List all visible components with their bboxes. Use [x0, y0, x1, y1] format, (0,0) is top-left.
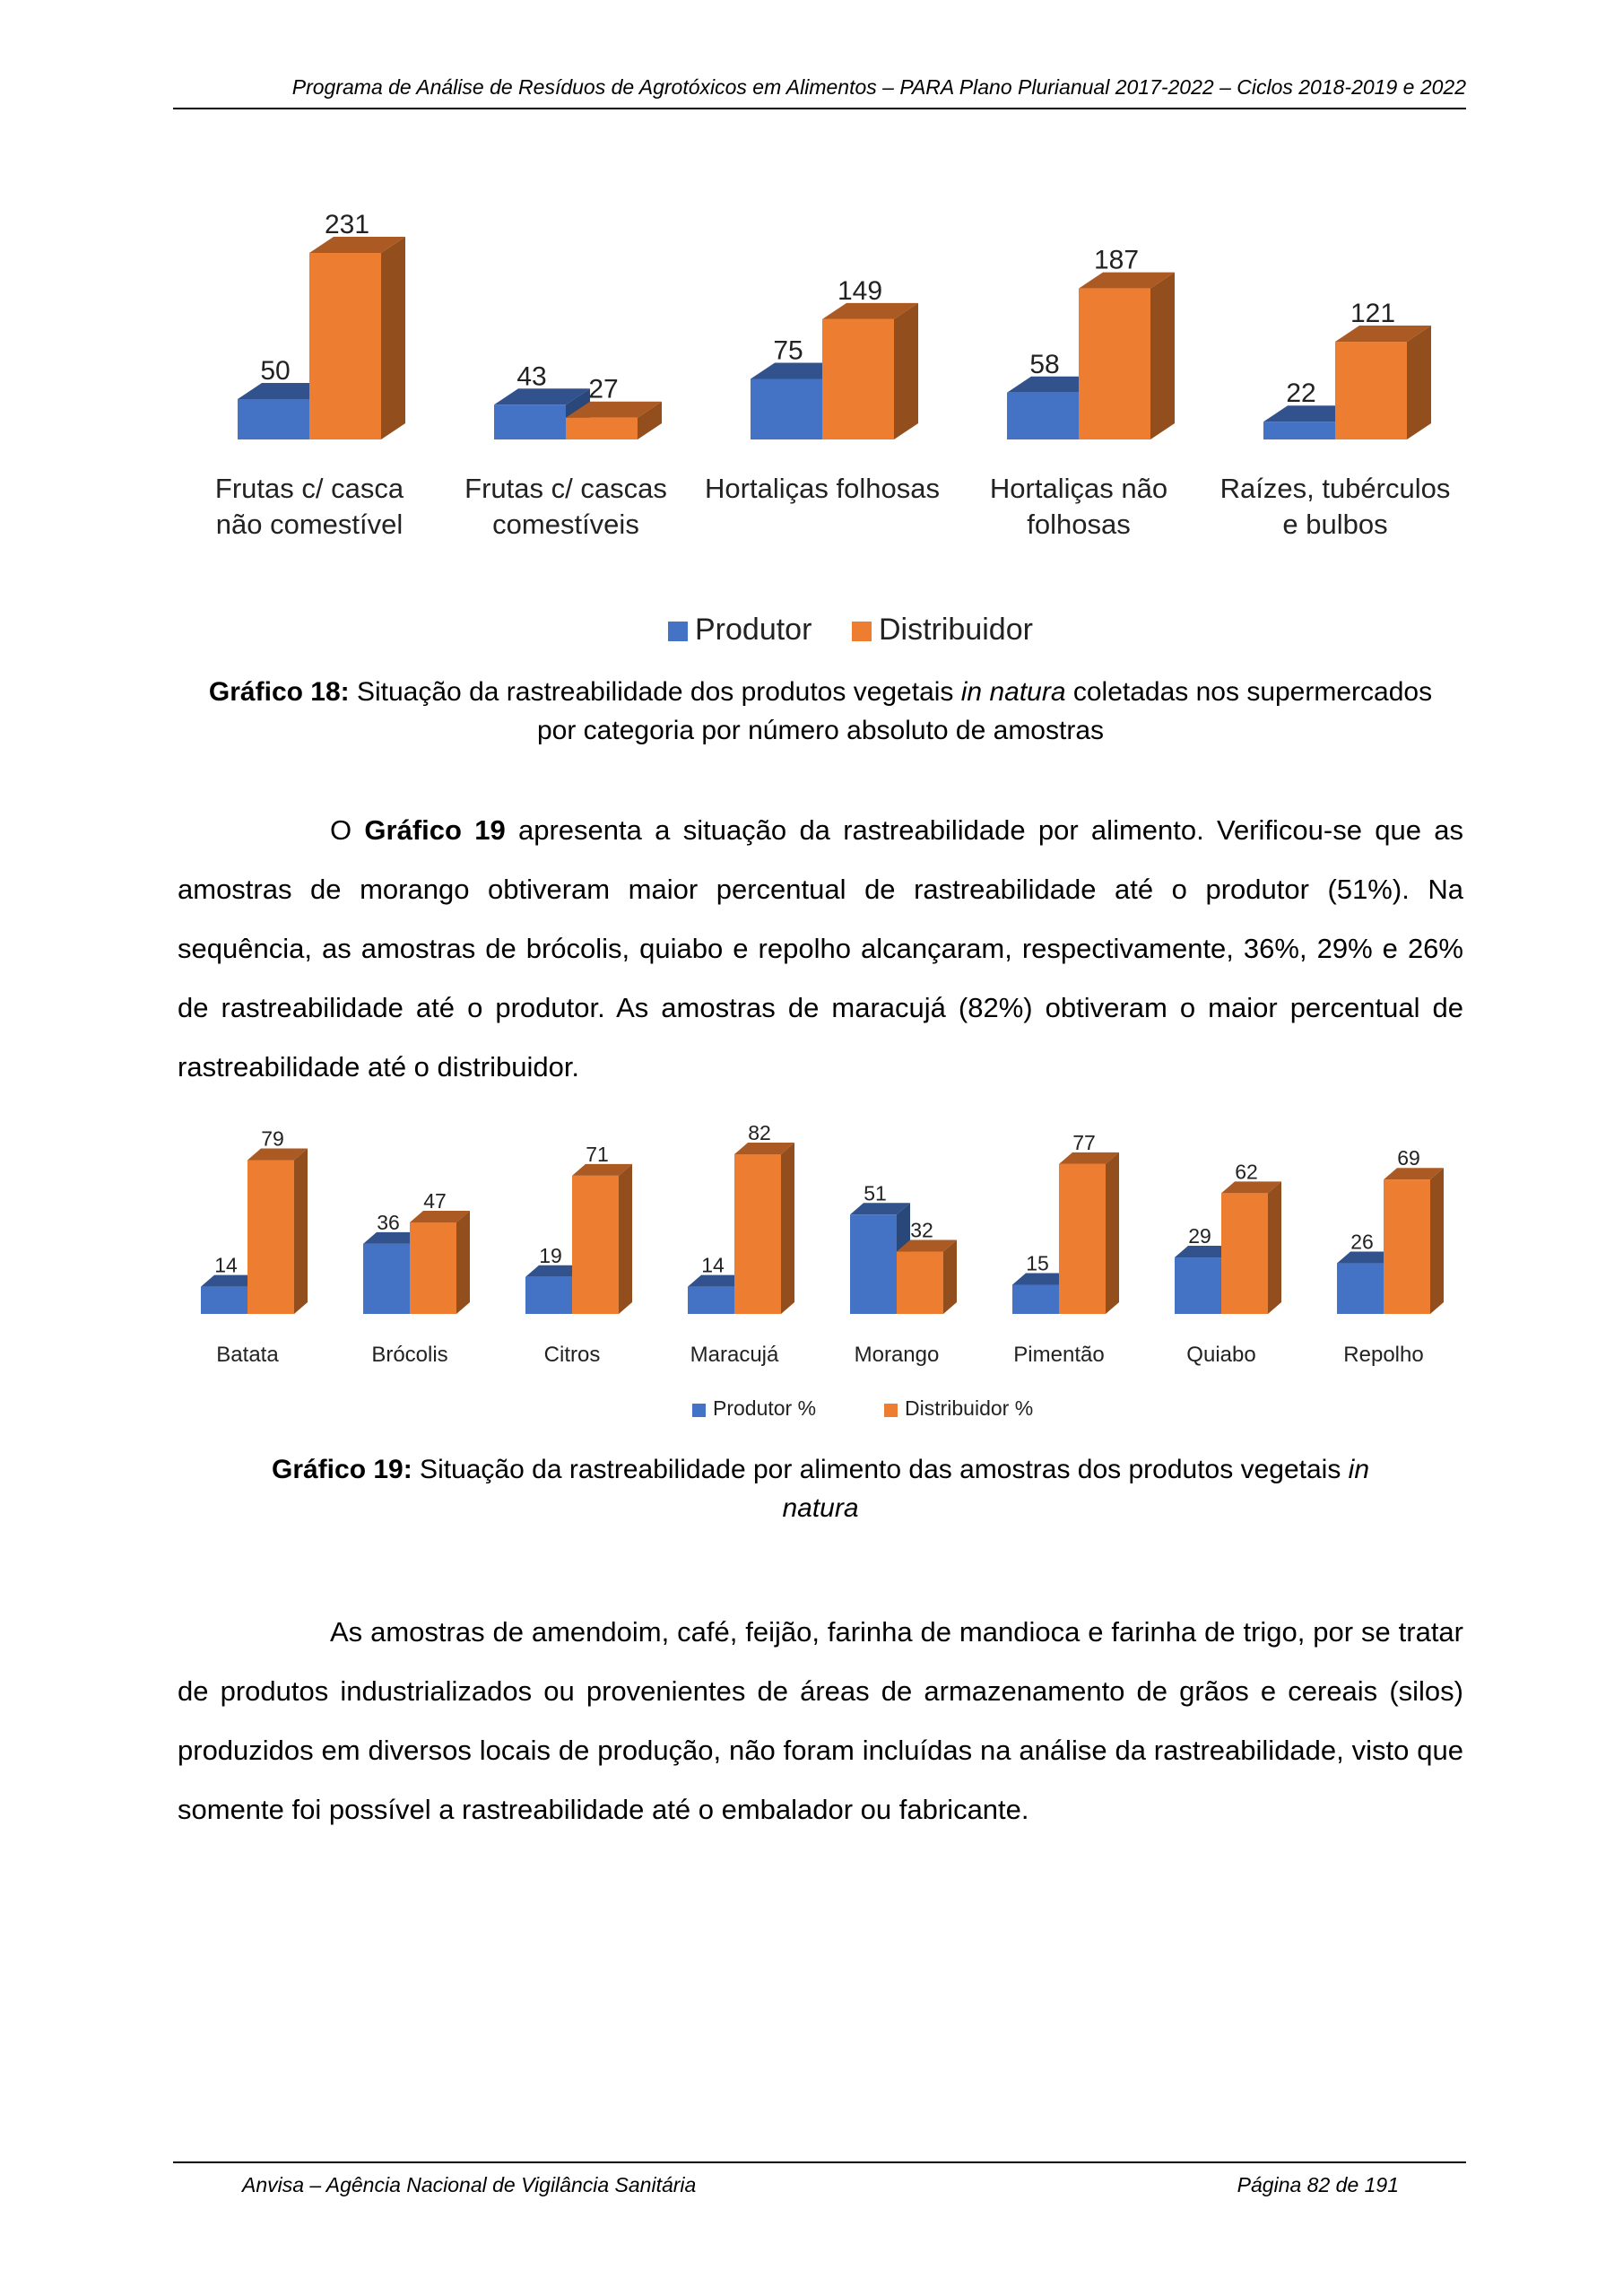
bar-19-5-1-side	[1106, 1152, 1119, 1314]
data-label-18-4-1: 121	[1350, 299, 1396, 329]
bar-19-4-1-side	[943, 1240, 957, 1314]
data-label-19-5-0: 15	[1026, 1251, 1049, 1275]
bar-19-3-1	[734, 1154, 781, 1314]
legend-label-19-0: Produtor %	[713, 1396, 817, 1420]
bar-19-3-1-side	[781, 1143, 794, 1314]
bar-18-3-0	[1007, 393, 1079, 439]
para-1-bold: Gráfico 19	[364, 814, 506, 846]
bar-19-2-1	[572, 1176, 619, 1314]
data-label-18-0-0: 50	[260, 355, 291, 386]
category-label-18-1-line0: Frutas c/ cascas	[464, 473, 667, 504]
data-label-19-2-0: 19	[539, 1243, 562, 1267]
bar-18-0-1-side	[381, 237, 405, 439]
category-label-18-0-line1: não comestível	[215, 509, 404, 540]
data-label-19-6-0: 29	[1188, 1224, 1211, 1248]
data-label-19-4-1: 32	[910, 1218, 933, 1242]
page-header: Programa de Análise de Resíduos de Agrotóxicos em Alimentos – PARA Plano Plurianual 2017-2022 – Ciclos 2018-2019 e 2022	[291, 75, 1466, 99]
bar-19-6-1-side	[1268, 1181, 1281, 1314]
data-label-19-3-1: 82	[748, 1121, 771, 1144]
bar-19-6-1	[1221, 1193, 1268, 1314]
footer-rule	[173, 2161, 1466, 2163]
bar-19-3-0	[688, 1287, 734, 1314]
data-label-18-2-0: 75	[773, 335, 803, 366]
bar-19-0-1-side	[294, 1149, 308, 1314]
chart-18	[0, 202, 1623, 668]
caption-19-italic1: in	[1348, 1455, 1370, 1484]
category-label-18-2: Hortaliças folhosas	[705, 473, 940, 504]
legend-label-19-1: Distribuidor %	[905, 1396, 1034, 1420]
para-1-text: apresenta a situação da rastreabilidade por alimento. Verificou-se que as amostras de morango obtiveram maior percentual de rastreabilidade até o produtor (51%). Na sequência, as amostras de brócolis, quiabo e repolho alcançaram, respectivamente, 36%, 29% e 26% de rastreabilidade até o produtor. As amostras de maracujá (82%) obtiveram o maior percentual de rastreabilidade até o distribuidor.	[178, 814, 1464, 1083]
data-label-19-2-1: 71	[586, 1142, 609, 1166]
bar-18-4-0	[1263, 422, 1335, 439]
category-label-18-4-line0: Raízes, tubérculos	[1219, 473, 1451, 504]
bar-19-4-1	[897, 1252, 943, 1314]
footer-left: Anvisa – Agência Nacional de Vigilância Sanitária	[242, 2173, 697, 2196]
caption-18-italic: in natura	[960, 677, 1066, 707]
caption-grafico-18	[175, 673, 1466, 750]
bar-18-2-0	[751, 378, 822, 439]
legend-swatch-18-1	[852, 622, 872, 641]
category-label-18-3-line0: Hortaliças não	[989, 473, 1168, 504]
para-1-pre: O	[330, 814, 365, 846]
data-label-18-1-0: 43	[516, 361, 547, 392]
bar-18-1-1	[566, 418, 638, 439]
caption-18-line2: por categoria por número absoluto de amostras	[536, 716, 1105, 745]
category-label-19-4: Morango	[854, 1343, 940, 1367]
bar-18-3-1	[1079, 289, 1150, 439]
legend-swatch-19-1	[884, 1404, 898, 1417]
bar-19-2-1-side	[619, 1164, 632, 1314]
bar-18-3-1-side	[1150, 273, 1175, 439]
data-label-19-3-0: 14	[701, 1253, 725, 1277]
legend-swatch-19-0	[692, 1404, 706, 1417]
bar-18-4-1-side	[1407, 326, 1431, 439]
category-label-18-3-line1: folhosas	[1027, 509, 1131, 540]
data-label-19-6-1: 62	[1235, 1160, 1258, 1184]
paragraph-grafico-19	[178, 801, 1463, 1097]
caption-19-label: Gráfico 19:	[271, 1455, 412, 1484]
data-label-18-3-1: 187	[1093, 245, 1140, 275]
bar-19-0-1	[247, 1161, 294, 1314]
bar-19-6-0	[1175, 1257, 1221, 1314]
data-label-19-0-1: 79	[261, 1126, 284, 1151]
data-label-19-5-1: 77	[1072, 1130, 1096, 1154]
bar-19-2-0	[525, 1277, 572, 1314]
category-label-19-3: Maracujá	[690, 1343, 779, 1367]
category-label-18-0-line0: Frutas c/ casca	[214, 473, 404, 504]
bar-18-0-0	[238, 399, 309, 439]
category-label-19-5: Pimentão	[1013, 1343, 1105, 1367]
category-label-19-2: Citros	[543, 1343, 601, 1367]
bar-19-4-0	[850, 1214, 897, 1314]
bar-18-2-1-side	[894, 303, 918, 439]
data-label-18-4-0: 22	[1286, 378, 1316, 409]
category-label-18-1-line1: comestíveis	[492, 509, 639, 540]
data-label-19-0-0: 14	[214, 1253, 238, 1277]
data-label-19-1-0: 36	[377, 1210, 400, 1234]
data-label-18-2-1: 149	[837, 275, 883, 306]
bar-18-2-1	[822, 319, 894, 439]
caption-18-label: Gráfico 18:	[208, 677, 350, 707]
category-label-19-1: Brócolis	[371, 1343, 448, 1367]
bar-18-4-1	[1335, 342, 1407, 439]
category-label-18-4-line1: e bulbos	[1282, 509, 1388, 540]
bar-19-1-1	[410, 1222, 456, 1314]
caption-19-italic2: natura	[782, 1493, 859, 1523]
bar-19-1-0	[363, 1244, 410, 1314]
category-label-19-7: Repolho	[1343, 1343, 1424, 1367]
bar-19-5-0	[1012, 1284, 1059, 1314]
legend-swatch-18-0	[668, 622, 688, 641]
footer-page-number: Página 82 de 191	[1237, 2173, 1399, 2196]
header-rule	[173, 108, 1466, 109]
data-label-18-3-0: 58	[1029, 349, 1060, 379]
category-label-19-0: Batata	[216, 1343, 279, 1367]
chart-19	[0, 1121, 1623, 1444]
para-2-text: As amostras de amendoim, café, feijão, farinha de mandioca e farinha de trigo, por se tratar de produtos industrializados ou provenientes de áreas de armazenamento de grãos e cereais (silos) produzidos em diversos locais de produção, não foram incluídas na análise da rastreabilidade, visto que somente foi possível a rastreabilidade até o embalador ou fabricante.	[178, 1616, 1463, 1825]
legend-label-18-1: Distribuidor	[879, 613, 1033, 647]
data-label-18-0-1: 231	[324, 210, 370, 239]
bar-19-7-0	[1337, 1264, 1384, 1314]
data-label-19-1-1: 47	[423, 1188, 447, 1213]
data-label-18-1-1: 27	[588, 374, 619, 404]
paragraph-industrializados	[178, 1603, 1463, 1839]
caption-19-part1: Situação da rastreabilidade por alimento das amostras dos produtos vegetais	[412, 1455, 1349, 1484]
bar-18-1-0	[494, 404, 566, 439]
data-label-19-7-1: 69	[1397, 1146, 1420, 1170]
category-label-19-6: Quiabo	[1186, 1343, 1256, 1367]
bar-19-7-1	[1384, 1179, 1430, 1314]
data-label-19-7-0: 26	[1350, 1230, 1374, 1254]
bar-19-5-1	[1059, 1164, 1106, 1314]
caption-grafico-19	[175, 1450, 1466, 1527]
bar-18-0-1	[309, 253, 381, 439]
bar-19-7-1-side	[1430, 1168, 1444, 1314]
caption-18-part1: Situação da rastreabilidade dos produtos vegetais	[349, 677, 961, 707]
data-label-19-4-0: 51	[864, 1181, 887, 1205]
bar-19-1-1-side	[456, 1211, 470, 1314]
legend-label-18-0: Produtor	[695, 613, 812, 647]
caption-18-part2: coletadas nos supermercados	[1065, 677, 1433, 707]
bar-19-0-0	[201, 1287, 247, 1314]
